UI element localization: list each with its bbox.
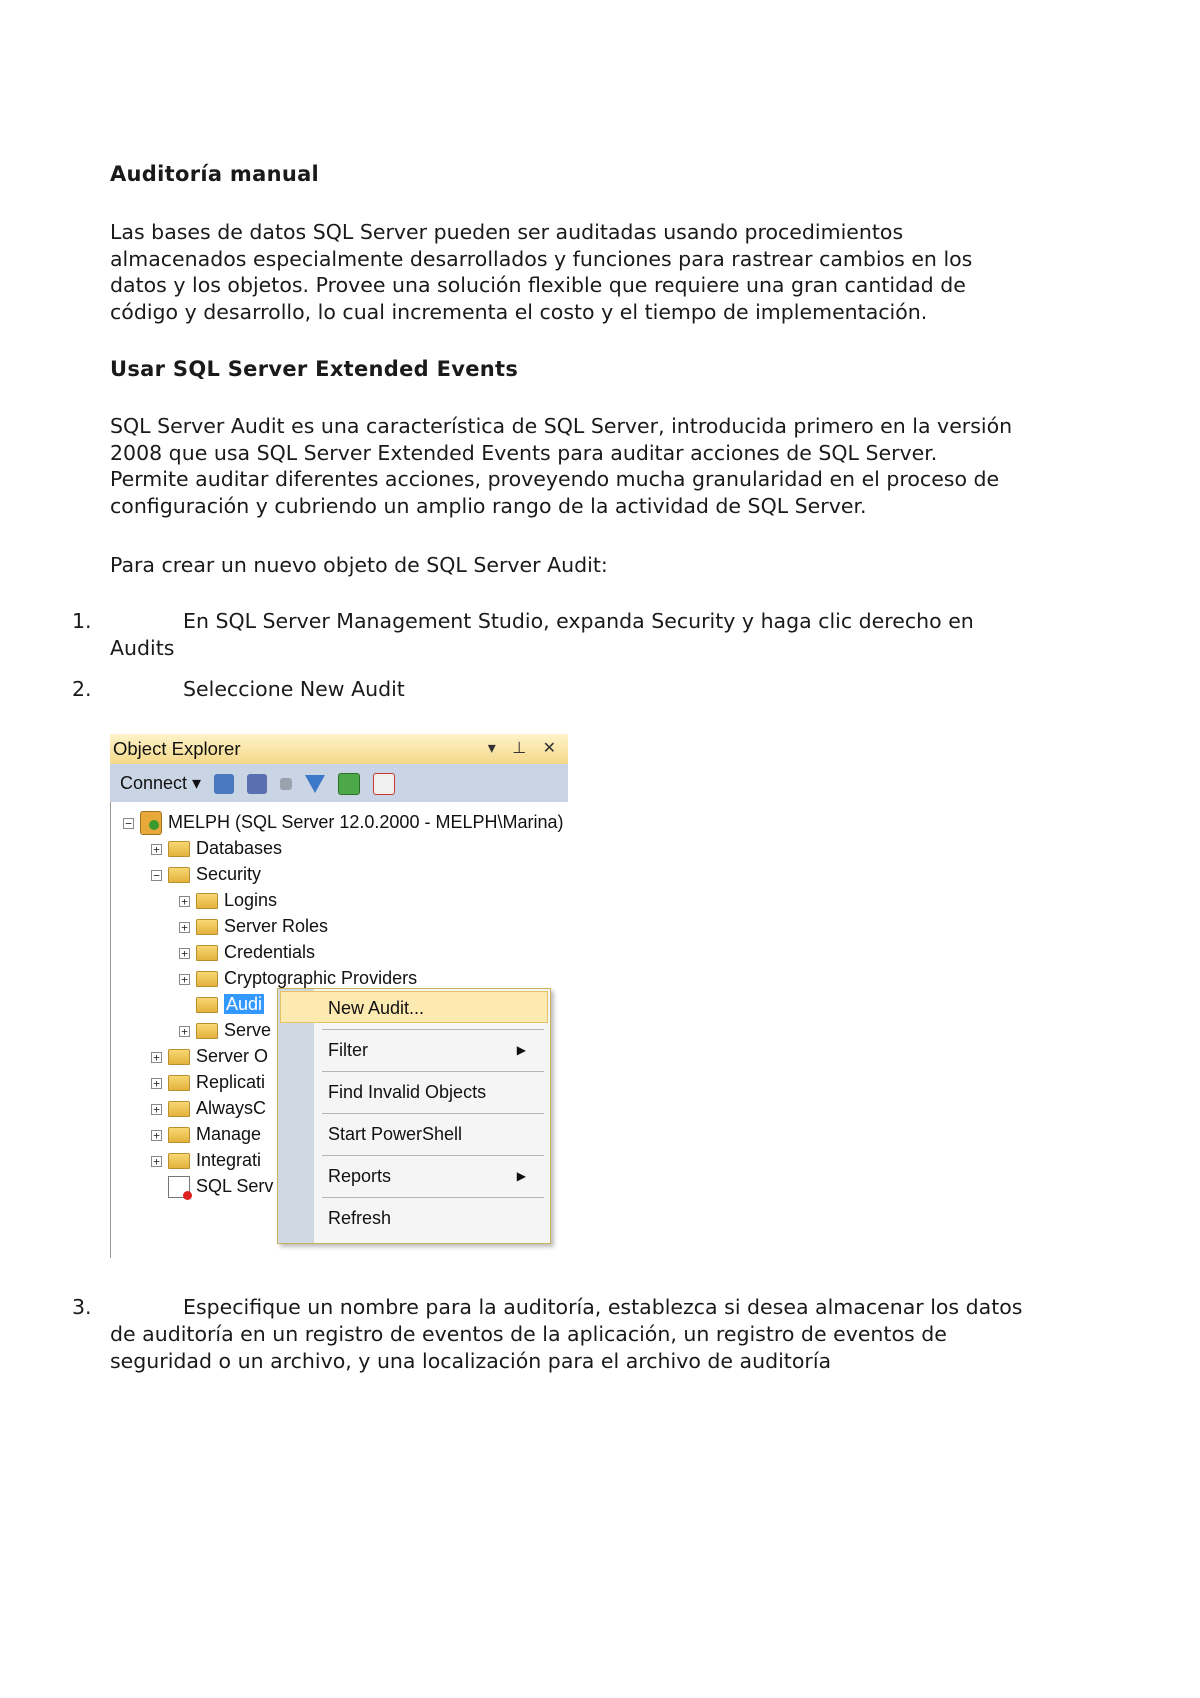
step-text — [183, 1294, 1022, 1321]
menu-gutter — [278, 989, 314, 1243]
expand-icon[interactable]: + — [151, 1156, 162, 1167]
step-text-continued — [110, 1321, 947, 1374]
tree-node-label: Logins — [224, 890, 278, 910]
heading-auditoria-manual — [110, 162, 319, 186]
expand-icon[interactable]: + — [179, 1026, 190, 1037]
section-heading: Usar SQL Server Extended Events — [110, 357, 519, 381]
folder-icon — [196, 945, 218, 961]
paragraph-intro — [110, 552, 608, 579]
menu-item-label: Reports — [328, 1166, 392, 1186]
tree-node-logins[interactable] — [179, 888, 277, 912]
tree-node-alwayson[interactable] — [151, 1096, 266, 1120]
expand-icon[interactable]: + — [151, 1104, 162, 1115]
tree-node-label: AlwaysC — [196, 1098, 267, 1118]
menu-separator — [322, 1155, 544, 1156]
tree-node-label: SQL Serv — [196, 1176, 274, 1196]
expand-icon[interactable]: + — [179, 974, 190, 985]
stop-icon[interactable] — [280, 778, 292, 790]
tree-node-label: Replicati — [196, 1072, 266, 1092]
tree-node-label: Credentials — [224, 942, 316, 962]
tree-node-security[interactable] — [151, 862, 261, 886]
folder-icon — [168, 1101, 190, 1117]
tree-node-management[interactable] — [151, 1122, 261, 1146]
menu-item-reports[interactable] — [328, 1161, 540, 1191]
menu-separator — [322, 1029, 544, 1030]
step-line: Seleccione New Audit — [183, 677, 405, 701]
tree-node-server-audit-specifications[interactable] — [179, 1018, 271, 1042]
tree-node-label: Server O — [196, 1046, 269, 1066]
paragraph-1 — [110, 219, 1110, 325]
paragraph-line: Permite auditar diferentes acciones, proveyendo mucha granularidad en el proceso de — [110, 467, 1000, 491]
expand-icon[interactable]: + — [179, 948, 190, 959]
step-number: 2. — [72, 677, 92, 701]
tree-node-integration-services[interactable] — [151, 1148, 261, 1172]
object-explorer-screenshot — [110, 734, 568, 1258]
folder-icon — [196, 997, 218, 1013]
tree-node-server[interactable] — [123, 810, 563, 834]
folder-icon — [196, 919, 218, 935]
heading-extended-events — [110, 357, 518, 381]
disconnect-icon[interactable] — [247, 774, 267, 794]
paragraph-line: Para crear un nuevo objeto de SQL Server Audit: — [110, 553, 608, 577]
folder-icon — [168, 841, 190, 857]
menu-item-refresh[interactable]: Refresh — [328, 1208, 392, 1228]
context-menu — [277, 988, 551, 1244]
paragraph-line: SQL Server Audit es una característica de SQL Server, introducida primero en la versión — [110, 414, 1013, 438]
connect-icon[interactable] — [214, 774, 234, 794]
expand-icon[interactable]: + — [151, 1078, 162, 1089]
paragraph-line: código y desarrollo, lo cual incrementa el costo y el tiempo de implementación. — [110, 299, 928, 324]
tree-node-label: Security — [196, 864, 262, 884]
step-text — [183, 608, 974, 635]
step-number: 1. — [72, 609, 92, 633]
connect-button[interactable]: Connect ▾ — [120, 773, 202, 793]
object-explorer-titlebar — [110, 734, 568, 764]
menu-separator — [322, 1071, 544, 1072]
tree-node-label: Databases — [196, 838, 283, 858]
tree-node-audits[interactable] — [196, 992, 264, 1016]
tree-node-replication[interactable] — [151, 1070, 265, 1094]
section-heading: Auditoría manual — [110, 162, 320, 186]
tree-node-credentials[interactable] — [179, 940, 315, 964]
paragraph-line: datos y los objetos. Provee una solución flexible que requiere una gran cantidad de — [110, 273, 966, 297]
step-line: seguridad o un archivo, y una localización para el archivo de auditoría — [110, 1348, 832, 1373]
folder-icon — [168, 867, 190, 883]
menu-item-label: Filter — [328, 1040, 368, 1060]
expand-icon[interactable]: + — [179, 922, 190, 933]
folder-icon — [168, 1049, 190, 1065]
menu-separator — [322, 1197, 544, 1198]
folder-icon — [196, 893, 218, 909]
step-line: Audits — [110, 636, 175, 660]
folder-icon — [196, 1023, 218, 1039]
refresh-icon[interactable] — [338, 773, 360, 795]
folder-icon — [168, 1153, 190, 1169]
object-explorer-title: Object Explorer — [113, 738, 241, 759]
expand-icon[interactable]: + — [151, 1052, 162, 1063]
window-controls-icon[interactable]: ▾ ⊥ ✕ — [487, 740, 562, 757]
submenu-arrow-icon: ▶ — [516, 1043, 526, 1057]
menu-item-find-invalid-objects[interactable]: Find Invalid Objects — [328, 1082, 487, 1102]
menu-separator — [322, 1113, 544, 1114]
tree-node-sql-server-agent[interactable] — [168, 1174, 273, 1198]
paragraph-2 — [110, 413, 1110, 519]
folder-icon — [168, 1127, 190, 1143]
tree-node-label: Integrati — [196, 1150, 262, 1170]
menu-item-start-powershell[interactable]: Start PowerShell — [328, 1124, 463, 1144]
filter-icon[interactable] — [305, 775, 325, 793]
expand-icon[interactable]: + — [179, 896, 190, 907]
tree-node-label-selected: Audi — [226, 994, 263, 1014]
tree-node-label: MELPH (SQL Server 12.0.2000 - MELPH\Marina) — [168, 812, 564, 832]
collapse-icon[interactable]: − — [151, 870, 162, 881]
tree-node-label: Serve — [224, 1020, 272, 1040]
folder-icon — [196, 971, 218, 987]
step-text-continued — [110, 635, 174, 662]
sql-agent-icon — [168, 1176, 190, 1198]
paragraph-line: Las bases de datos SQL Server pueden ser auditadas usando procedimientos — [110, 220, 904, 244]
activity-monitor-icon[interactable] — [373, 773, 395, 795]
tree-node-label: Manage — [196, 1124, 262, 1144]
folder-icon — [168, 1075, 190, 1091]
tree-node-server-objects[interactable] — [151, 1044, 268, 1068]
step-line: de auditoría en un registro de eventos de la aplicación, un registro de eventos de — [110, 1322, 947, 1346]
step-number: 3. — [72, 1295, 92, 1319]
paragraph-line: configuración y cubriendo un amplio rango de la actividad de SQL Server. — [110, 493, 867, 518]
object-explorer-tree — [110, 802, 569, 1258]
expand-icon[interactable]: + — [151, 844, 162, 855]
server-icon — [140, 811, 162, 835]
paragraph-line: almacenados especialmente desarrollados y funciones para rastrear cambios en los — [110, 246, 973, 271]
object-explorer-toolbar — [110, 764, 568, 802]
submenu-arrow-icon: ▶ — [516, 1169, 526, 1183]
tree-node-label: Cryptographic Providers — [224, 968, 418, 988]
step-line: En SQL Server Management Studio, expanda Security y haga clic derecho en — [183, 609, 974, 633]
step-line: Especifique un nombre para la auditoría, establezca si desea almacenar los datos — [183, 1295, 1023, 1319]
menu-item-new-audit[interactable]: New Audit... — [328, 998, 425, 1018]
tree-node-cryptographic-providers[interactable] — [179, 966, 417, 990]
step-text — [183, 676, 405, 703]
tree-node-label: Server Roles — [224, 916, 329, 936]
expand-icon[interactable]: + — [151, 1130, 162, 1141]
tree-node-databases[interactable] — [151, 836, 282, 860]
menu-item-filter[interactable] — [328, 1035, 540, 1065]
collapse-icon[interactable]: − — [123, 818, 134, 829]
tree-node-server-roles[interactable] — [179, 914, 328, 938]
paragraph-line: 2008 que usa SQL Server Extended Events para auditar acciones de SQL Server. — [110, 440, 938, 465]
